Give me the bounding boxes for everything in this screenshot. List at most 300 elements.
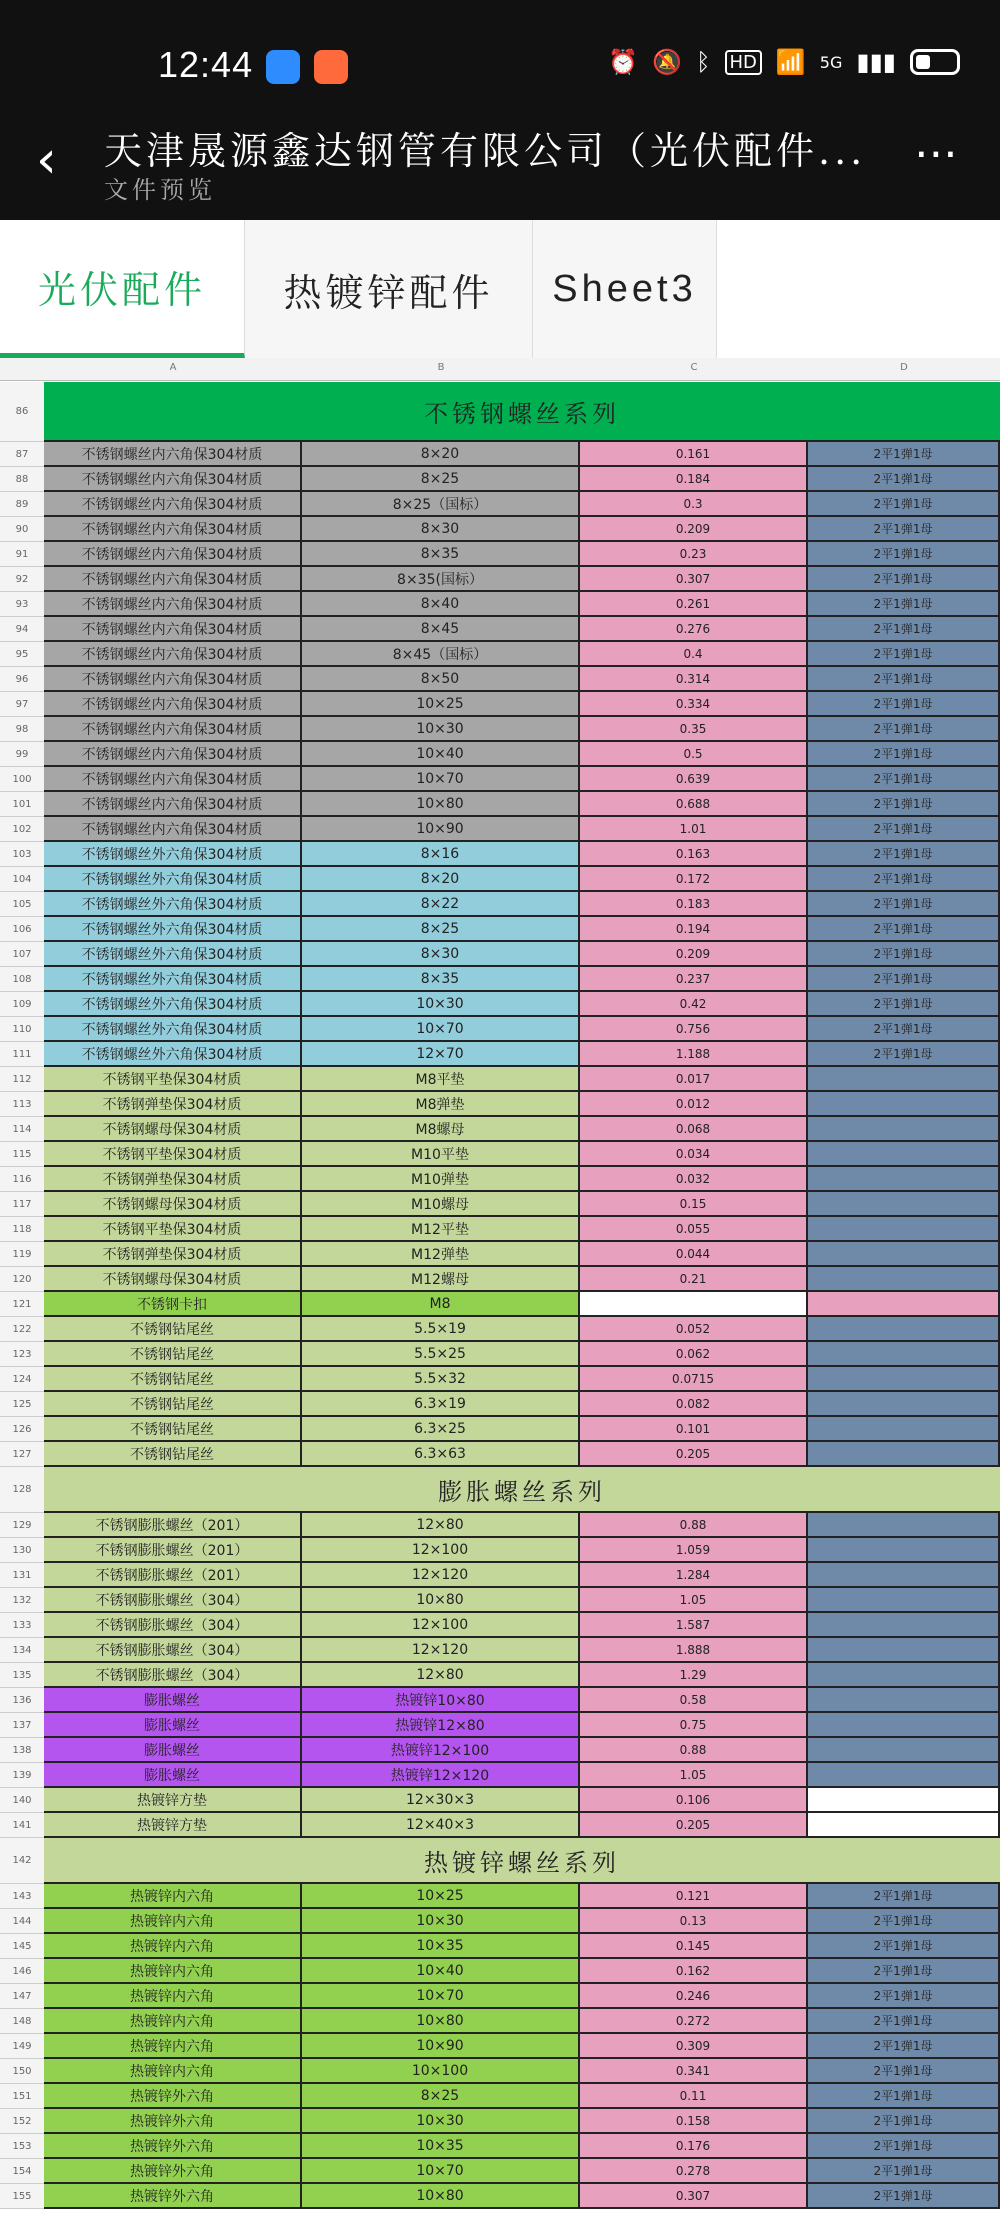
cell-c[interactable]: 0.307 xyxy=(580,2184,808,2209)
cell-c[interactable]: 0.172 xyxy=(580,867,808,892)
cell-a[interactable]: 不锈钢膨胀螺丝（304） xyxy=(44,1588,302,1613)
cell-b[interactable]: 12×30×3 xyxy=(302,1788,580,1813)
cell-c[interactable]: 0.13 xyxy=(580,1909,808,1934)
row-number[interactable]: 106 xyxy=(0,917,44,942)
cell-d[interactable] xyxy=(808,1588,1000,1613)
cell-d[interactable] xyxy=(808,1267,1000,1292)
row-number[interactable]: 125 xyxy=(0,1392,44,1417)
more-options-icon[interactable]: ⋯ xyxy=(914,128,960,179)
cell-b[interactable]: M10螺母 xyxy=(302,1192,580,1217)
cell-a[interactable]: 不锈钢螺丝外六角保304材质 xyxy=(44,942,302,967)
cell-b[interactable]: 8×20 xyxy=(302,867,580,892)
row-number[interactable]: 120 xyxy=(0,1267,44,1292)
cell-d[interactable]: 2平1弹1母 xyxy=(808,1017,1000,1042)
cell-c[interactable]: 0.15 xyxy=(580,1192,808,1217)
cell-c[interactable]: 0.75 xyxy=(580,1713,808,1738)
tab-sheet-1[interactable]: 光伏配件 xyxy=(0,220,245,358)
cell-a[interactable]: 不锈钢螺丝内六角保304材质 xyxy=(44,617,302,642)
cell-b[interactable]: 8×40 xyxy=(302,592,580,617)
cell-c[interactable]: 0.044 xyxy=(580,1242,808,1267)
cell-b[interactable]: 10×80 xyxy=(302,2009,580,2034)
cell-a[interactable]: 不锈钢螺丝外六角保304材质 xyxy=(44,867,302,892)
cell-b[interactable]: M12平垫 xyxy=(302,1217,580,1242)
cell-c[interactable]: 1.284 xyxy=(580,1563,808,1588)
row-number[interactable]: 150 xyxy=(0,2059,44,2084)
row-number[interactable]: 118 xyxy=(0,1217,44,1242)
cell-d[interactable]: 2平1弹1母 xyxy=(808,592,1000,617)
cell-a[interactable]: 不锈钢膨胀螺丝（304） xyxy=(44,1613,302,1638)
cell-b[interactable]: 10×30 xyxy=(302,2109,580,2134)
cell-a[interactable]: 不锈钢螺丝外六角保304材质 xyxy=(44,992,302,1017)
row-number[interactable]: 132 xyxy=(0,1588,44,1613)
cell-d[interactable]: 2平1弹1母 xyxy=(808,892,1000,917)
row-number[interactable]: 88 xyxy=(0,467,44,492)
cell-d[interactable] xyxy=(808,1788,1000,1813)
cell-d[interactable] xyxy=(808,1813,1000,1838)
cell-c[interactable]: 1.587 xyxy=(580,1613,808,1638)
cell-d[interactable]: 2平1弹1母 xyxy=(808,817,1000,842)
cell-b[interactable]: 12×40×3 xyxy=(302,1813,580,1838)
cell-c[interactable]: 0.205 xyxy=(580,1442,808,1467)
row-number[interactable]: 149 xyxy=(0,2034,44,2059)
row-number[interactable]: 100 xyxy=(0,767,44,792)
cell-a[interactable]: 不锈钢螺母保304材质 xyxy=(44,1192,302,1217)
cell-c[interactable]: 0.278 xyxy=(580,2159,808,2184)
cell-d[interactable] xyxy=(808,1167,1000,1192)
cell-d[interactable]: 2平1弹1母 xyxy=(808,967,1000,992)
cell-d[interactable] xyxy=(808,1117,1000,1142)
cell-d[interactable]: 2平1弹1母 xyxy=(808,2159,1000,2184)
cell-a[interactable]: 膨胀螺丝 xyxy=(44,1688,302,1713)
cell-a[interactable]: 不锈钢膨胀螺丝（201） xyxy=(44,1513,302,1538)
cell-b[interactable]: 8×35(国标） xyxy=(302,567,580,592)
cell-b[interactable]: 5.5×32 xyxy=(302,1367,580,1392)
row-number[interactable]: 92 xyxy=(0,567,44,592)
cell-b[interactable]: 8×25 xyxy=(302,467,580,492)
cell-d[interactable] xyxy=(808,1367,1000,1392)
row-number[interactable]: 113 xyxy=(0,1092,44,1117)
row-number[interactable]: 96 xyxy=(0,667,44,692)
row-number[interactable]: 101 xyxy=(0,792,44,817)
cell-a[interactable]: 膨胀螺丝 xyxy=(44,1713,302,1738)
cell-b[interactable]: 热镀锌12×120 xyxy=(302,1763,580,1788)
cell-c[interactable]: 0.35 xyxy=(580,717,808,742)
row-number[interactable]: 129 xyxy=(0,1513,44,1538)
cell-c[interactable]: 0.162 xyxy=(580,1959,808,1984)
cell-a[interactable]: 不锈钢钻尾丝 xyxy=(44,1317,302,1342)
cell-b[interactable]: 6.3×19 xyxy=(302,1392,580,1417)
cell-c[interactable]: 0.055 xyxy=(580,1217,808,1242)
cell-b[interactable]: 12×80 xyxy=(302,1513,580,1538)
cell-c[interactable]: 0.158 xyxy=(580,2109,808,2134)
cell-b[interactable]: 8×20 xyxy=(302,442,580,467)
cell-b[interactable]: 10×30 xyxy=(302,717,580,742)
row-number[interactable]: 140 xyxy=(0,1788,44,1813)
row-number[interactable]: 116 xyxy=(0,1167,44,1192)
cell-a[interactable]: 不锈钢弹垫保304材质 xyxy=(44,1167,302,1192)
cell-c[interactable]: 0.246 xyxy=(580,1984,808,2009)
cell-b[interactable]: M10平垫 xyxy=(302,1142,580,1167)
cell-c[interactable]: 0.261 xyxy=(580,592,808,617)
row-number[interactable]: 110 xyxy=(0,1017,44,1042)
cell-b[interactable]: 10×30 xyxy=(302,1909,580,1934)
cell-c[interactable]: 0.237 xyxy=(580,967,808,992)
cell-d[interactable] xyxy=(808,1663,1000,1688)
cell-d[interactable] xyxy=(808,1713,1000,1738)
cell-c[interactable]: 0.163 xyxy=(580,842,808,867)
cell-d[interactable] xyxy=(808,1638,1000,1663)
cell-c[interactable]: 0.194 xyxy=(580,917,808,942)
cell-a[interactable]: 不锈钢膨胀螺丝（201） xyxy=(44,1538,302,1563)
cell-a[interactable]: 热镀锌内六角 xyxy=(44,1909,302,1934)
cell-d[interactable] xyxy=(808,1538,1000,1563)
cell-d[interactable] xyxy=(808,1417,1000,1442)
cell-c[interactable]: 0.23 xyxy=(580,542,808,567)
cell-d[interactable]: 2平1弹1母 xyxy=(808,2034,1000,2059)
cell-d[interactable] xyxy=(808,1563,1000,1588)
section-header[interactable]: 膨胀螺丝系列 xyxy=(44,1467,1000,1513)
cell-a[interactable]: 热镀锌内六角 xyxy=(44,1934,302,1959)
cell-d[interactable]: 2平1弹1母 xyxy=(808,1042,1000,1067)
cell-d[interactable]: 2平1弹1母 xyxy=(808,667,1000,692)
cell-d[interactable]: 2平1弹1母 xyxy=(808,767,1000,792)
row-number[interactable]: 127 xyxy=(0,1442,44,1467)
cell-d[interactable]: 2平1弹1母 xyxy=(808,1984,1000,2009)
cell-d[interactable]: 2平1弹1母 xyxy=(808,792,1000,817)
row-number[interactable]: 115 xyxy=(0,1142,44,1167)
cell-d[interactable]: 2平1弹1母 xyxy=(808,2109,1000,2134)
cell-a[interactable]: 不锈钢钻尾丝 xyxy=(44,1392,302,1417)
column-d-label[interactable]: D xyxy=(900,362,908,373)
column-a-label[interactable]: A xyxy=(169,362,177,373)
cell-d[interactable]: 2平1弹1母 xyxy=(808,842,1000,867)
cell-d[interactable]: 2平1弹1母 xyxy=(808,717,1000,742)
cell-a[interactable]: 热镀锌内六角 xyxy=(44,1884,302,1909)
cell-a[interactable]: 膨胀螺丝 xyxy=(44,1763,302,1788)
cell-c[interactable]: 1.059 xyxy=(580,1538,808,1563)
cell-c[interactable]: 1.888 xyxy=(580,1638,808,1663)
row-number[interactable]: 133 xyxy=(0,1613,44,1638)
cell-b[interactable]: 10×40 xyxy=(302,1959,580,1984)
row-number[interactable]: 94 xyxy=(0,617,44,642)
cell-d[interactable]: 2平1弹1母 xyxy=(808,992,1000,1017)
cell-b[interactable]: 8×16 xyxy=(302,842,580,867)
cell-c[interactable]: 0.209 xyxy=(580,517,808,542)
row-number[interactable]: 111 xyxy=(0,1042,44,1067)
cell-a[interactable]: 不锈钢弹垫保304材质 xyxy=(44,1242,302,1267)
row-number[interactable]: 103 xyxy=(0,842,44,867)
cell-b[interactable]: M12螺母 xyxy=(302,1267,580,1292)
row-number[interactable]: 134 xyxy=(0,1638,44,1663)
cell-c[interactable]: 0.184 xyxy=(580,467,808,492)
cell-a[interactable]: 不锈钢钻尾丝 xyxy=(44,1442,302,1467)
cell-d[interactable] xyxy=(808,1688,1000,1713)
section-header[interactable]: 热镀锌螺丝系列 xyxy=(44,1838,1000,1884)
cell-b[interactable]: 12×100 xyxy=(302,1538,580,1563)
row-number[interactable]: 126 xyxy=(0,1417,44,1442)
cell-b[interactable]: 10×35 xyxy=(302,2134,580,2159)
row-number[interactable]: 102 xyxy=(0,817,44,842)
cell-c[interactable]: 0.307 xyxy=(580,567,808,592)
cell-b[interactable]: 8×25（国标） xyxy=(302,492,580,517)
row-number[interactable]: 139 xyxy=(0,1763,44,1788)
row-number[interactable]: 112 xyxy=(0,1067,44,1092)
cell-d[interactable]: 2平1弹1母 xyxy=(808,917,1000,942)
cell-a[interactable]: 热镀锌方垫 xyxy=(44,1788,302,1813)
cell-c[interactable]: 0.183 xyxy=(580,892,808,917)
cell-c[interactable]: 0.0715 xyxy=(580,1367,808,1392)
cell-c[interactable]: 0.032 xyxy=(580,1167,808,1192)
cell-a[interactable]: 不锈钢膨胀螺丝（304） xyxy=(44,1638,302,1663)
cell-d[interactable]: 2平1弹1母 xyxy=(808,2084,1000,2109)
cell-d[interactable]: 2平1弹1母 xyxy=(808,467,1000,492)
row-number[interactable]: 109 xyxy=(0,992,44,1017)
cell-d[interactable]: 2平1弹1母 xyxy=(808,1884,1000,1909)
row-number[interactable]: 154 xyxy=(0,2159,44,2184)
cell-a[interactable]: 不锈钢螺丝外六角保304材质 xyxy=(44,1017,302,1042)
cell-b[interactable]: M8 xyxy=(302,1292,580,1317)
cell-b[interactable]: 8×25 xyxy=(302,917,580,942)
cell-a[interactable]: 不锈钢螺丝外六角保304材质 xyxy=(44,842,302,867)
cell-c[interactable]: 0.639 xyxy=(580,767,808,792)
cell-c[interactable]: 0.106 xyxy=(580,1788,808,1813)
cell-a[interactable]: 不锈钢螺丝内六角保304材质 xyxy=(44,492,302,517)
cell-d[interactable]: 2平1弹1母 xyxy=(808,692,1000,717)
cell-d[interactable] xyxy=(808,1613,1000,1638)
tab-sheet-3[interactable]: Sheet3 xyxy=(533,220,717,358)
cell-c[interactable]: 0.052 xyxy=(580,1317,808,1342)
cell-c[interactable]: 1.01 xyxy=(580,817,808,842)
row-number[interactable]: 122 xyxy=(0,1317,44,1342)
cell-a[interactable]: 热镀锌外六角 xyxy=(44,2159,302,2184)
cell-b[interactable]: 10×30 xyxy=(302,992,580,1017)
cell-c[interactable]: 0.209 xyxy=(580,942,808,967)
cell-c[interactable]: 0.276 xyxy=(580,617,808,642)
cell-c[interactable]: 1.05 xyxy=(580,1588,808,1613)
cell-c[interactable]: 0.756 xyxy=(580,1017,808,1042)
cell-b[interactable]: 热镀锌10×80 xyxy=(302,1688,580,1713)
cell-b[interactable]: 10×80 xyxy=(302,2184,580,2209)
column-c-label[interactable]: C xyxy=(690,362,698,373)
cell-d[interactable]: 2平1弹1母 xyxy=(808,442,1000,467)
cell-b[interactable]: 6.3×25 xyxy=(302,1417,580,1442)
cell-d[interactable] xyxy=(808,1342,1000,1367)
cell-b[interactable]: M8弹垫 xyxy=(302,1092,580,1117)
cell-d[interactable] xyxy=(808,1513,1000,1538)
cell-a[interactable]: 不锈钢螺丝内六角保304材质 xyxy=(44,542,302,567)
cell-a[interactable]: 不锈钢卡扣 xyxy=(44,1292,302,1317)
cell-d[interactable]: 2平1弹1母 xyxy=(808,1934,1000,1959)
cell-c[interactable]: 0.21 xyxy=(580,1267,808,1292)
cell-a[interactable]: 不锈钢螺母保304材质 xyxy=(44,1117,302,1142)
cell-c[interactable]: 0.11 xyxy=(580,2084,808,2109)
back-icon[interactable]: ‹ xyxy=(36,130,57,190)
cell-d[interactable] xyxy=(808,1392,1000,1417)
cell-a[interactable]: 不锈钢螺丝内六角保304材质 xyxy=(44,717,302,742)
cell-a[interactable]: 不锈钢膨胀螺丝（201） xyxy=(44,1563,302,1588)
row-number[interactable]: 147 xyxy=(0,1984,44,2009)
cell-b[interactable]: 10×80 xyxy=(302,792,580,817)
row-number[interactable]: 104 xyxy=(0,867,44,892)
cell-b[interactable]: 5.5×25 xyxy=(302,1342,580,1367)
cell-a[interactable]: 不锈钢平垫保304材质 xyxy=(44,1217,302,1242)
cell-d[interactable]: 2平1弹1母 xyxy=(808,2184,1000,2209)
cell-d[interactable] xyxy=(808,1763,1000,1788)
cell-b[interactable]: 12×120 xyxy=(302,1638,580,1663)
cell-d[interactable]: 2平1弹1母 xyxy=(808,1909,1000,1934)
cell-d[interactable]: 2平1弹1母 xyxy=(808,567,1000,592)
cell-a[interactable]: 热镀锌方垫 xyxy=(44,1813,302,1838)
cell-d[interactable]: 2平1弹1母 xyxy=(808,542,1000,567)
cell-d[interactable] xyxy=(808,1242,1000,1267)
row-number[interactable]: 128 xyxy=(0,1467,44,1513)
column-b-label[interactable]: B xyxy=(437,362,445,373)
cell-a[interactable]: 热镀锌外六角 xyxy=(44,2084,302,2109)
row-number[interactable]: 130 xyxy=(0,1538,44,1563)
cell-b[interactable]: 8×30 xyxy=(302,942,580,967)
row-number[interactable]: 95 xyxy=(0,642,44,667)
cell-a[interactable]: 不锈钢螺母保304材质 xyxy=(44,1267,302,1292)
cell-c[interactable]: 0.3 xyxy=(580,492,808,517)
row-number[interactable]: 123 xyxy=(0,1342,44,1367)
cell-a[interactable]: 热镀锌内六角 xyxy=(44,1959,302,1984)
cell-b[interactable]: M8螺母 xyxy=(302,1117,580,1142)
cell-a[interactable]: 不锈钢螺丝外六角保304材质 xyxy=(44,892,302,917)
cell-a[interactable]: 不锈钢弹垫保304材质 xyxy=(44,1092,302,1117)
cell-d[interactable] xyxy=(808,1738,1000,1763)
cell-a[interactable]: 不锈钢螺丝内六角保304材质 xyxy=(44,742,302,767)
cell-c[interactable]: 0.082 xyxy=(580,1392,808,1417)
cell-c[interactable]: 0.176 xyxy=(580,2134,808,2159)
row-number[interactable]: 138 xyxy=(0,1738,44,1763)
cell-b[interactable]: 12×70 xyxy=(302,1042,580,1067)
cell-a[interactable]: 不锈钢螺丝内六角保304材质 xyxy=(44,767,302,792)
cell-b[interactable]: 6.3×63 xyxy=(302,1442,580,1467)
cell-b[interactable]: M12弹垫 xyxy=(302,1242,580,1267)
cell-b[interactable]: 10×70 xyxy=(302,767,580,792)
cell-b[interactable]: 8×30 xyxy=(302,517,580,542)
cell-a[interactable]: 不锈钢螺丝内六角保304材质 xyxy=(44,567,302,592)
cell-b[interactable]: M8平垫 xyxy=(302,1067,580,1092)
cell-c[interactable]: 0.4 xyxy=(580,642,808,667)
cell-d[interactable] xyxy=(808,1317,1000,1342)
cell-b[interactable]: M10弹垫 xyxy=(302,1167,580,1192)
cell-b[interactable]: 5.5×19 xyxy=(302,1317,580,1342)
row-number[interactable]: 142 xyxy=(0,1838,44,1884)
row-number[interactable]: 105 xyxy=(0,892,44,917)
cell-a[interactable]: 热镀锌内六角 xyxy=(44,1984,302,2009)
cell-c[interactable]: 0.161 xyxy=(580,442,808,467)
cell-b[interactable]: 10×35 xyxy=(302,1934,580,1959)
cell-c[interactable]: 0.034 xyxy=(580,1142,808,1167)
cell-b[interactable]: 10×25 xyxy=(302,692,580,717)
cell-d[interactable] xyxy=(808,1292,1000,1317)
cell-b[interactable]: 8×25 xyxy=(302,2084,580,2109)
cell-c[interactable]: 0.012 xyxy=(580,1092,808,1117)
cell-a[interactable]: 不锈钢钻尾丝 xyxy=(44,1367,302,1392)
cell-c[interactable]: 0.42 xyxy=(580,992,808,1017)
row-number[interactable]: 141 xyxy=(0,1813,44,1838)
row-number[interactable]: 131 xyxy=(0,1563,44,1588)
cell-a[interactable]: 热镀锌外六角 xyxy=(44,2184,302,2209)
cell-c[interactable]: 0.314 xyxy=(580,667,808,692)
cell-d[interactable] xyxy=(808,1067,1000,1092)
row-number[interactable]: 86 xyxy=(0,382,44,442)
cell-b[interactable]: 10×70 xyxy=(302,1017,580,1042)
cell-d[interactable]: 2平1弹1母 xyxy=(808,2059,1000,2084)
cell-a[interactable]: 热镀锌内六角 xyxy=(44,2009,302,2034)
row-number[interactable]: 93 xyxy=(0,592,44,617)
row-number[interactable]: 121 xyxy=(0,1292,44,1317)
cell-c[interactable]: 0.272 xyxy=(580,2009,808,2034)
row-number[interactable]: 97 xyxy=(0,692,44,717)
cell-c[interactable]: 0.205 xyxy=(580,1813,808,1838)
row-number[interactable]: 114 xyxy=(0,1117,44,1142)
cell-d[interactable] xyxy=(808,1192,1000,1217)
cell-a[interactable]: 不锈钢螺丝内六角保304材质 xyxy=(44,467,302,492)
cell-c[interactable] xyxy=(580,1292,808,1317)
cell-b[interactable]: 8×22 xyxy=(302,892,580,917)
cell-c[interactable]: 0.88 xyxy=(580,1738,808,1763)
row-number[interactable]: 153 xyxy=(0,2134,44,2159)
row-number[interactable]: 98 xyxy=(0,717,44,742)
row-number[interactable]: 143 xyxy=(0,1884,44,1909)
cell-a[interactable]: 不锈钢螺丝外六角保304材质 xyxy=(44,1042,302,1067)
section-header[interactable]: 不锈钢螺丝系列 xyxy=(44,382,1000,442)
row-number[interactable]: 136 xyxy=(0,1688,44,1713)
cell-b[interactable]: 8×45（国标） xyxy=(302,642,580,667)
cell-a[interactable]: 膨胀螺丝 xyxy=(44,1738,302,1763)
cell-c[interactable]: 0.5 xyxy=(580,742,808,767)
cell-a[interactable]: 热镀锌内六角 xyxy=(44,2034,302,2059)
cell-a[interactable]: 不锈钢平垫保304材质 xyxy=(44,1142,302,1167)
row-number[interactable]: 119 xyxy=(0,1242,44,1267)
row-number[interactable]: 145 xyxy=(0,1934,44,1959)
cell-b[interactable]: 8×45 xyxy=(302,617,580,642)
cell-b[interactable]: 12×80 xyxy=(302,1663,580,1688)
cell-c[interactable]: 1.29 xyxy=(580,1663,808,1688)
row-number[interactable]: 90 xyxy=(0,517,44,542)
cell-b[interactable]: 10×90 xyxy=(302,2034,580,2059)
cell-a[interactable]: 不锈钢螺丝内六角保304材质 xyxy=(44,517,302,542)
cell-c[interactable]: 0.688 xyxy=(580,792,808,817)
cell-c[interactable]: 0.062 xyxy=(580,1342,808,1367)
cell-c[interactable]: 0.017 xyxy=(580,1067,808,1092)
cell-d[interactable] xyxy=(808,1092,1000,1117)
row-number[interactable]: 87 xyxy=(0,442,44,467)
cell-a[interactable]: 不锈钢螺丝内六角保304材质 xyxy=(44,817,302,842)
cell-a[interactable]: 热镀锌外六角 xyxy=(44,2109,302,2134)
cell-d[interactable]: 2平1弹1母 xyxy=(808,1959,1000,1984)
cell-a[interactable]: 不锈钢平垫保304材质 xyxy=(44,1067,302,1092)
cell-c[interactable]: 0.068 xyxy=(580,1117,808,1142)
cell-c[interactable]: 0.101 xyxy=(580,1417,808,1442)
row-number[interactable]: 91 xyxy=(0,542,44,567)
row-number[interactable]: 99 xyxy=(0,742,44,767)
cell-a[interactable]: 不锈钢螺丝内六角保304材质 xyxy=(44,667,302,692)
cell-a[interactable]: 热镀锌内六角 xyxy=(44,2059,302,2084)
cell-c[interactable]: 0.309 xyxy=(580,2034,808,2059)
tab-sheet-2[interactable]: 热镀锌配件 xyxy=(245,220,533,358)
cell-d[interactable]: 2平1弹1母 xyxy=(808,942,1000,967)
cell-a[interactable]: 不锈钢膨胀螺丝（304） xyxy=(44,1663,302,1688)
row-number[interactable]: 107 xyxy=(0,942,44,967)
cell-d[interactable]: 2平1弹1母 xyxy=(808,2134,1000,2159)
row-number[interactable]: 152 xyxy=(0,2109,44,2134)
cell-b[interactable]: 12×120 xyxy=(302,1563,580,1588)
cell-b[interactable]: 热镀锌12×80 xyxy=(302,1713,580,1738)
cell-b[interactable]: 10×70 xyxy=(302,2159,580,2184)
